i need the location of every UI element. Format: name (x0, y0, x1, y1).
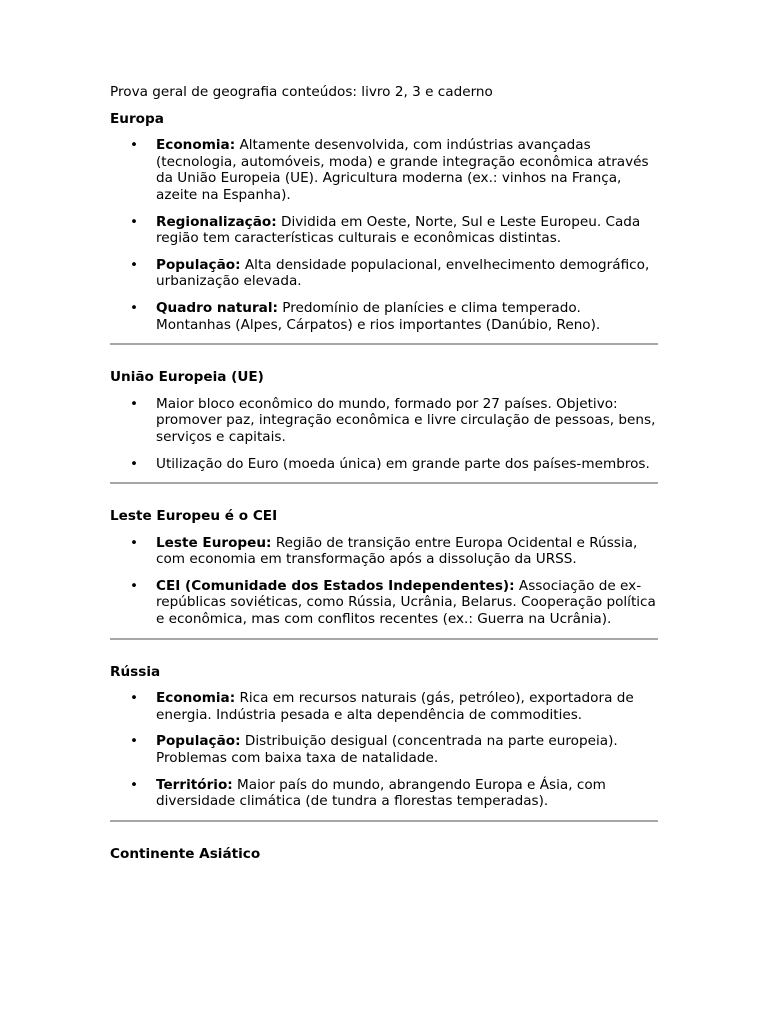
item-label: Leste Europeu: (156, 534, 272, 551)
section-uniao-europeia (110, 369, 658, 472)
section-europa (110, 111, 658, 334)
item-text: Rica em recursos naturais (gás, petróleo), exportadora de energia. Indústria pesada e alta dependência de commodities. (156, 690, 634, 723)
item-label: CEI (Comunidade dos Estados Independentes): (156, 577, 515, 594)
section-divider (110, 343, 658, 345)
list-item (110, 535, 658, 568)
item-text: Predomínio de planícies e clima temperado. Montanhas (Alpes, Cárpatos) e rios importantes (Danúbio, Reno). (156, 299, 601, 333)
item-text: Associação de ex-repúblicas soviéticas, como Rússia, Ucrânia, Belarus. Cooperação política e econômica, mas com conflitos recentes (ex.: Guerra na Ucrânia). (156, 577, 656, 628)
item-label: Regionalização: (156, 213, 277, 230)
item-text: Região de transição entre Europa Ocidental e Rússia, com economia em transformação após a dissolução da URSS. (156, 534, 638, 568)
section-divider (110, 638, 658, 640)
item-text: Maior país do mundo, abrangendo Europa e Ásia, com diversidade climática (de tundra a florestas temperadas). (156, 776, 606, 810)
bullet-list (110, 690, 658, 810)
list-item (110, 396, 658, 446)
item-text: Altamente desenvolvida, com indústrias avançadas (tecnologia, automóveis, moda) e grande integração econômica através da União Europeia (UE). Agricultura moderna (ex.: vinhos na França, azeite na Espanha). (156, 137, 649, 203)
item-label: Economia: (156, 137, 236, 154)
list-item (110, 214, 658, 247)
section-continente-asiatico (110, 846, 658, 863)
section-divider (110, 482, 658, 484)
item-label: Quadro natural: (156, 299, 278, 316)
item-text: Utilização do Euro (moeda única) em grande parte dos países-membros. (156, 455, 650, 472)
section-title: Europa (110, 110, 164, 127)
item-text: Distribuição desigual (concentrada na parte europeia). Problemas com baixa taxa de natalidade. (156, 733, 618, 767)
item-label: Economia: (156, 690, 236, 707)
list-item (110, 300, 658, 333)
section-russia (110, 664, 658, 810)
list-item (110, 777, 658, 810)
list-item (110, 456, 658, 473)
item-label: Território: (156, 776, 233, 793)
section-title: Continente Asiático (110, 845, 261, 862)
list-item (110, 257, 658, 290)
section-title: União Europeia (UE) (110, 369, 264, 386)
list-item (110, 578, 658, 628)
list-item (110, 690, 658, 723)
intro-line: Prova geral de geografia conteúdos: livro 2, 3 e caderno (110, 84, 493, 100)
item-text: Dividida em Oeste, Norte, Sul e Leste Europeu. Cada região tem características culturais e econômicas distintas. (156, 213, 641, 247)
list-item (110, 137, 658, 203)
section-title: Leste Europeu é o CEI (110, 508, 278, 525)
item-text: Maior bloco econômico do mundo, formado por 27 países. Objetivo: promover paz, integração econômica e livre circulação de pessoas, bens, serviços e capitais. (156, 395, 656, 445)
section-title: Rússia (110, 663, 161, 680)
item-label: População: (156, 733, 241, 750)
bullet-list (110, 535, 658, 628)
list-item (110, 733, 658, 766)
bullet-list (110, 396, 658, 472)
item-label: População: (156, 256, 241, 273)
document-content (110, 84, 658, 872)
section-divider (110, 820, 658, 822)
item-text: Alta densidade populacional, envelhecimento demográfico, urbanização elevada. (156, 256, 650, 290)
section-leste-europeu-cei (110, 508, 658, 628)
bullet-list (110, 137, 658, 333)
